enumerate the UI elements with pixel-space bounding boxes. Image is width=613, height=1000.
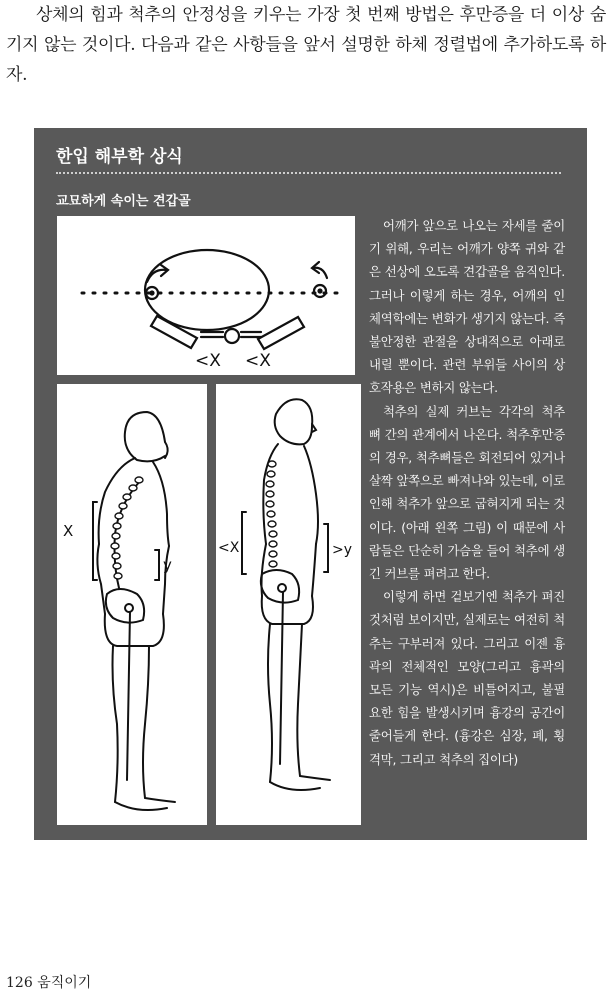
scapula-top-view-illustration bbox=[57, 216, 355, 375]
kyphotic-posture-illustration bbox=[57, 384, 207, 825]
right-y-label: >y bbox=[332, 542, 353, 558]
sidebar-paragraph: 어깨가 앞으로 나오는 자세를 줄이기 위해, 우리는 어깨가 양쪽 귀와 같은 선상에 오도록 견갑골을 움직인다. 그러나 이렇게 하는 경우, 어깨의 인체역학에는 변화가 생기지 않는다. 즉 불안정한 관절을 상대적으로 아래로 내릴 뿐이다. 관련 부위들 사이의 상호작용은 변하지 않는다. bbox=[369, 218, 565, 396]
sidebar-title: 한입 해부학 상식 bbox=[56, 147, 183, 167]
sidebar-paragraph: 이렇게 하면 겉보기엔 척추가 펴진 것처럼 보이지만, 실제로는 여전히 척추는 구부러져 있다. 그리고 이젠 흉곽의 전체적인 모양(그리고 흉곽의 모든 기능 역시)은 비틀어지고, 불필요한 힘을 발생시키며 흉강의 공간이 줄어들게 한다. (흉강은 심장, 폐, 횡격막, 그리고 척추의 집이다) bbox=[369, 589, 565, 767]
page-footer bbox=[6, 972, 91, 992]
page-number: 126 bbox=[6, 975, 33, 991]
book-title: 움직이기 bbox=[37, 975, 92, 991]
sidebar-body bbox=[369, 214, 565, 771]
lifted-chest-posture-illustration bbox=[216, 384, 361, 825]
left-x-label: X bbox=[63, 522, 74, 540]
right-x-label: <X bbox=[218, 540, 240, 556]
sidebar-subtitle: 교묘하게 속이는 견갑골 bbox=[56, 194, 191, 209]
intro-paragraph: 상체의 힘과 척추의 안정성을 키우는 가장 첫 번째 방법은 후만증을 더 이상 숨기지 않는 것이다. 다음과 같은 사항들을 앞서 설명한 하체 정렬법에 추가하도록 하자. bbox=[6, 5, 606, 85]
left-y-label: y bbox=[163, 556, 172, 574]
sidebar-paragraph: 척추의 실제 커브는 각각의 척추 뼈 간의 관계에서 나온다. 척추후만증의 경우, 척추뼈들은 회전되어 있거나 살짝 앞쪽으로 빠져나와 있는데, 이로 인해 척추가 앞으로 굽혀지게 되는 것이다. (아래 왼쪽 그림) 이 때문에 사람들은 단순히 가슴을 들어 척추에 생긴 커브를 펴려고 한다. bbox=[369, 403, 565, 582]
dotted-divider bbox=[56, 172, 561, 174]
top-left-label: <X bbox=[195, 351, 221, 371]
anatomy-sidebar bbox=[34, 128, 587, 840]
top-right-label: <X bbox=[245, 351, 271, 371]
